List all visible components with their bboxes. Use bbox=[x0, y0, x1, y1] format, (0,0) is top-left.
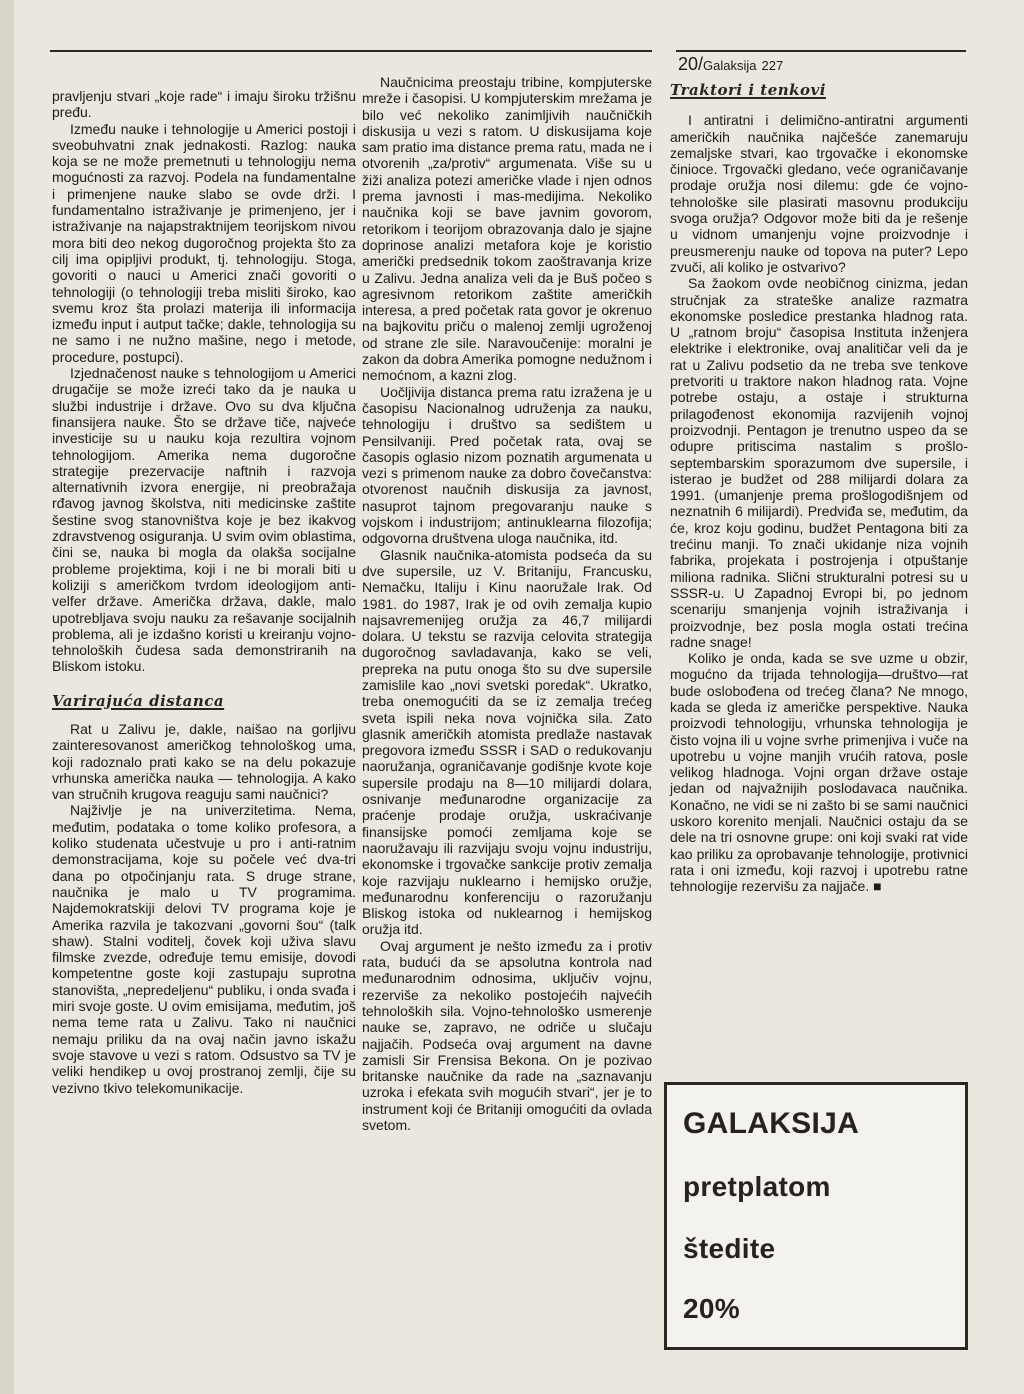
column-2 bbox=[362, 74, 652, 1133]
section-heading-traktori-i-tenkovi: Traktori i tenkovi bbox=[670, 81, 826, 99]
subscription-ad-box bbox=[664, 1082, 968, 1350]
col2-paragraph-1: Naučnicima preostaju tribine, kompjuterske mreže i časopisi. U kompjuterskim mrežama je bilo već nekoliko zanimljivih naučničkih diskusija u vezi s ratom. U diskusijama koje sam pratio ima distance prema ratu, mada ne i otvorenih „za/protiv“ argumenata. Više su u žiži analiza potezi američke vlade i njen odnos prema javnosti i mas-medijima. Nekoliko naučnika koji se bave javnim govorom, retorikom i teorijom obrazovanja dalo je sjajne doprinose analizi metafora koje je koristio američki predsednik tokom zaoštravanja krize u Zalivu. Jedna analiza veli da je Buš počeo s agresivnom retorikom zaštite američkih interesa, a pred početak rata govor je okrenuo na bajkovitu priču o malenoj zemlji ugroženoj od strane zle sile. Naravoučenije: moralni je zakon da dobra Amerika pomogne nedužnom i nemoćnom, a kazni zlog. bbox=[362, 74, 652, 384]
end-mark-icon: ■ bbox=[873, 878, 882, 895]
col1-paragraph-1: pravljenju stvari „koje rade“ i imaju široku tržišnu pređu. bbox=[52, 88, 356, 121]
ad-line-stedite: štedite bbox=[683, 1233, 776, 1264]
col1-paragraph-2: Između nauke i tehnologije u Americi postoji i sveobuhvatni znak jednakosti. Razlog: nauka koja se ne može premetnuti u tehnologiju nema mogućnosti za razvoj. Podela na fundamentalne i primenjene nauke slabo se ovde drži. I fundamentalno istraživanje je primenjeno, jer i istraživanje na najapstraktnijem teorijskom nivou mora biti deo nekog dugoročnog projekta što za cilj ima opipljivi produkt, tj. tehnologiju. Stoga, govoriti o nauci u Americi znači govoriti o tehnologiji (o tehnologiji treba misliti široko, kao svemu kroz šta prolazi materija ili informacija između input i autput tačke; dakle, tehnologija su ne samo i ne nužno mašine, nego i metode, procedure, postupci). bbox=[52, 120, 356, 365]
page-edge bbox=[0, 0, 14, 1394]
col3-paragraph-1: I antiratni i delimično-antiratni argumenti američkih naučnika najčešće zanemaruju zemaljske stvari, kao trgovačke i ekonomske činioce. Trgovački gledano, veće ograničavanje prodaje oružja nosi dilemu: gde će vojno-tehnološke sile plasirati masovnu produkciju svoga oružja? Odgovor može biti da je rešenje u vidnom umanjenju vojne proizvodnje i preusmerenju nauke od topova na puter? Lepo zvuči, ali koliko je ostvarivo? bbox=[670, 112, 968, 275]
page-header bbox=[678, 54, 783, 75]
ad-line-pretplatom: pretplatom bbox=[683, 1171, 831, 1202]
col3-paragraph-3 bbox=[670, 650, 968, 894]
col2-paragraph-3: Glasnik naučnika-atomista podseća da su dve supersile, uz V. Britaniju, Francusku, Nemačku, Italiju i Kinu naoružale Irak. Od 1981. do 1987, Irak je od ovih zemalja kupio najsavremenijeg oružja za 46,7 milijardi dolara. U tekstu se razvija celovita strategija dugoročnog savladavanja, kako se veli, prepreka na putu onoga što su dve supersile zamislile kao „novi svetski poredak“. Ukratko, treba onemogućiti da se iz zemalja trećeg sveta ispili neka nova vojnička sila. Zato glasnik američkih atomista predlaže nastavak pregovora između SSSR i SAD o redukovanju naoružanja, ograničavanje godišnje kvote koje supersile prodaju na 8—10 milijardi dolara, osnivanje međunarodne organizacije za praćenje prodaje oružja, uskraćivanje finansijske pomoći zemljama koje se naoružavaju ili razvijaju svoju vojnu industriju, ekonomske i trgovačke sankcije protiv zemalja koje razvijaju nuklearno i hemijsko oružje, međunarodnu konferenciju o razoružanju Bliskog istoka od nuklearnog i hemijskog oružja itd. bbox=[362, 546, 652, 938]
top-rule-right bbox=[676, 50, 966, 52]
page-number: 20/ bbox=[678, 54, 704, 74]
issue-number: 227 bbox=[761, 58, 784, 73]
column-1 bbox=[52, 88, 356, 1096]
col1-paragraph-5: Najživlje je na univerzitetima. Nema, međutim, podataka o tome koliko profesora, a koliko studenata učestvuje u pro i anti-ratnim demonstracijama, koje su počele već dva-tri dana po otpočinjanju rata. S druge strane, naučnika je malo u TV programima. Najdemokratskiji delovi TV programa koje je Amerika razvila je takozvani „govorni šou“ (talk shaw). Stalni voditelj, čovek koji uživa slavu filmske zvezde, određuje temu emisije, dovodi kompetentne goste koji zastupaju suprotna stanovišta, „nepredeljenu“ publiku, i onda svađa i miri svoje goste. U ovim emisijama, međutim, još nema teme rata u Zalivu. Tako ni naučnici nemaju priliku da na ovaj način javno iskažu svoje stavove u vezi s ratom. Odsustvo sa TV je veliki hendikep u ovoj prostranoj zemlji, čije su vezivno tkivo telekomunikacije. bbox=[52, 802, 356, 1096]
col3-paragraph-2: Sa žaokom ovde neobičnog cinizma, jedan stručnjak za strateške analize razmatra ekonomske posledice prestanka hladnog rata. U „ratnom broju“ časopisa Instituta inženjera elektrike i elektronike, ovaj analitičar veli da je rat u Zalivu podsetio da ne treba sve tenkove pretvoriti u traktore nakon hladnog rata. Vojne potrebe ostaju, a ostaje i strukturna prilagođenost ekonomija razvijenih vojnoj proizvodnji. Pentagon je trenutno uspeo da se odupre pritiscima nastalim s prošlo-septembarskim sporazumom dve supersile, i isterao je budžet od 288 milijardi dolara za 1991. (umanjenje prema prošlogodišnjem od neznatnih 6 milijardi). Predviđa se, međutim, da će, kroz koju godinu, budžet Pentagona biti za trećinu manji. To znači ukidanje niza vojnih fabrika, projekata i postrojenja i otpuštanje miliona radnika. Slični strukturalni potresi su u SSSR-u. U Zapadnoj Evropi bi, po jednom scenariju smanjenja vojnih istraživanja i proizvodnje, bez posla mogla ostati trećina radne snage! bbox=[670, 275, 968, 650]
ad-title: GALAKSIJA bbox=[683, 1107, 860, 1140]
ad-line-percent: 20% bbox=[683, 1293, 740, 1324]
col2-paragraph-2: Uočljivija distanca prema ratu izražena je u časopisu Nacionalnog udruženja za nauku, tehnologiju i društvo sa sedištem u Pensilvaniji. Pred početak rata, ovaj se časopis oglasio nizom poznatih argumenata u vezi s primenom nauke za dobro čovečanstva: otvorenost naučnih diskusija za javnost, nasuprot tajnom pregovaranju nauke s vojskom i industrijom; antinuklearna filozofija; odgovorna društvena uloga naučnika, itd. bbox=[362, 383, 652, 547]
column-3 bbox=[670, 82, 968, 895]
top-rule-left bbox=[50, 50, 652, 52]
col1-paragraph-3: Izjednačenost nauke s tehnologijom u Americi drugačije se može izreći tako da je nauka u službi industrije i države. Ovo su dva ključna finansijera nauke. Što se države tiče, najveće investicije su u nauku koja rezultira vojnom tehnologijom. Amerika nema dugoročne strategije prezervacije naftnih i razvoja alternativnih izvora energije, ni preobražaja rđavog javnog školstva, niti medicinske zaštite šestine svog stanovništva koje je bez ikakvog zdravstvenog osiguranja. U svim ovim oblastima, čini se, nauka bi mogla da olakša socijalne probleme projektima, koji i ne bi morali biti u koliziji s američkom tvrdom ideologijom anti-velfer države. Američka država, dakle, malo upotrebljava svoju nauku za rešavanje socijalnih problema, ali je izdašno koristi u kreiranju vojno-tehnoloških čudesa sada demonstriranih na Bliskom istoku. bbox=[52, 365, 356, 675]
col1-paragraph-4: Rat u Zalivu je, dakle, naišao na gorljivu zainteresovanost američkog tehnološkog uma, koji radoznalo prati kako se na delu pokazuje vrhunska američka nauka — tehnologija. A kako van stručnih krugova reaguju sami naučnici? bbox=[52, 720, 356, 803]
col3-paragraph-3-text: Koliko je onda, kada se sve uzme u obzir, mogućno da trijada tehnologija—društvo—rat bude oslobođena od trećeg člana? Ne mnogo, kada se gleda iz američke perspektive. Nauka proizvodi tehnologiju, vrhunska tehnologija je čisto vojna ili u vojne svrhe primenjiva i vuče na upotrebu u vojne manjih vrućih ratova, posle velikog hladnoga. Vojni organ države ostaje jedan od najvažnijih poslodavaca naučnika. Konačno, ne vidi se ni zašto bi se sami naučnici uskoro korenito menjali. Naučnici ostaju da se dele na tri osnovne grupe: oni koji svaki rat vide kao priliku za oprobavanje tehnologije, protivnici rata i oni između, koji razvoj i upotrebu ratne tehnologije rezervišu za najjače. bbox=[670, 650, 968, 895]
section-heading-varirajuca-distanca: Varirajuća distanca bbox=[52, 691, 225, 710]
magazine-name: Galaksija bbox=[703, 58, 757, 73]
col2-paragraph-4: Ovaj argument je nešto između za i protiv rata, budući da se apsolutna kontrola nad međunarodnim odnosima, uključiv vojnu, rezerviše za nekoliko postojećih najvećih tehnoloških sila. Vojno-tehnološko usmerenje nauke se, zapravo, ne odriče u slučaju najjačih. Podseća ovaj argument na davne zamisli Sir Frensisa Bekona. On je pozivao britanske naučnike da rade na „saznavanju uzroka i efekata svih mogućih stvari“, jer je to instrument koji će Britaniji omogućiti da ovlada svetom. bbox=[362, 937, 652, 1133]
